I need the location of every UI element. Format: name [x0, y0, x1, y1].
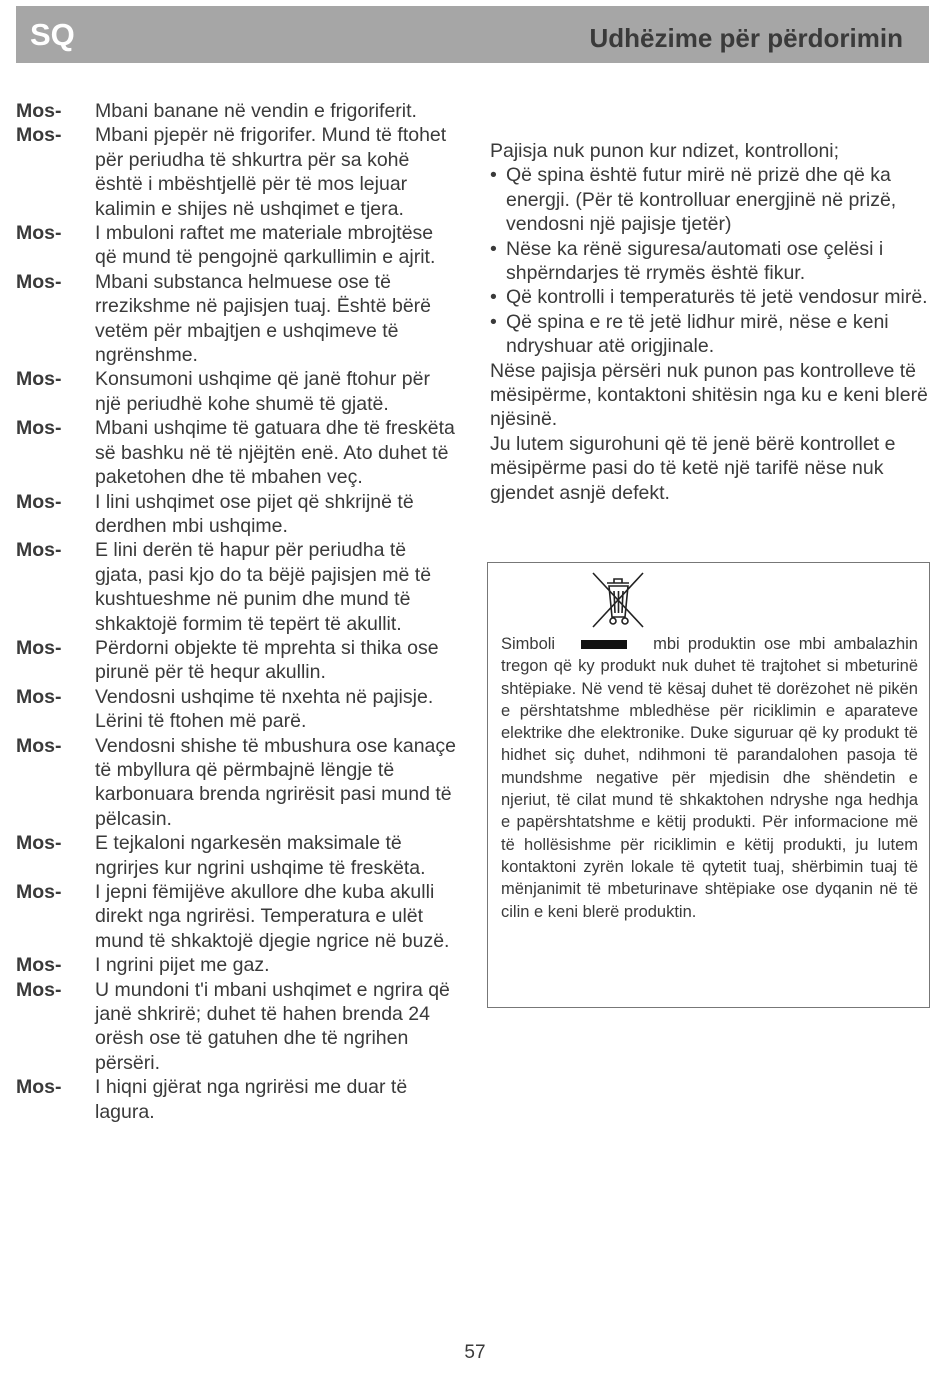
rule-text: Mbani substanca helmuese ose të rrezikshme në pajisjen tuaj. Është bërë vetëm për mbajtjen e ushqimeve të ngrënshme. — [95, 270, 432, 367]
rule-prefix: Mos- — [16, 978, 62, 1001]
bullet-icon: • — [490, 310, 497, 333]
weee-text-start: Simboli — [501, 635, 556, 653]
weee-text — [501, 633, 918, 923]
rule-prefix: Mos- — [16, 636, 62, 659]
list-item — [490, 310, 930, 359]
bullet-text: Që kontrolli i temperaturës të jetë vendosur mirë. — [506, 286, 928, 309]
list-item — [16, 99, 456, 123]
rule-text: Mbani banane në vendin e frigoriferit. — [95, 100, 417, 122]
list-item — [16, 367, 456, 416]
rule-text: Përdorni objekte të mprehta si thika ose pirunë për të hequr akullin. — [95, 636, 439, 684]
crossed-out-wheelie-bin-icon — [588, 569, 648, 631]
troubleshooting-fee-note: Ju lutem sigurohuni që të jenë bërë kontrollet e mësipërme pasi do të ketë një tarifë nëse nuk gjendet asnjë defekt. — [490, 432, 896, 504]
rule-prefix: Mos- — [16, 539, 62, 562]
rule-text: I ngrini pijet me gaz. — [95, 954, 270, 977]
page-number: 57 — [464, 1342, 486, 1363]
rule-text: I hiqni gjërat nga ngrirësi me duar të lagura. — [95, 1076, 408, 1123]
list-item — [16, 953, 456, 977]
weee-text-rest: mbi produktin ose mbi ambalazhin tregon që ky produkt nuk duhet të trajtohet si mbeturinë shtëpiake. Në vend të kësaj duhet të dorëzohet në pikën e përshtatshme mbledhëse për riciklimin e aparateve elektrike dhe elektronike. Duke siguruar që ky produkt të hidhet siç duhet, ndihmoni të parandalohen pasoja të mundshme negative për mjedisin dhe shëndetin e njeriut, të cilat mund të shkaktohen ndryshe nga hedhja e papërshtatshme e këtij produkti. Për informacione më të hollësishme për riciklimin e këtij produkti, ju lutem kontaktoni zyrën lokale të qytetit tuaj, shërbimin tuaj të mënjanimit të mbeturinave shtëpiake ose dyqanin në të cilin e keni blerë produktin. — [501, 635, 918, 921]
rule-prefix: Mos- — [16, 124, 62, 147]
list-item — [16, 221, 456, 270]
rule-prefix: Mos- — [16, 368, 62, 391]
rule-prefix: Mos- — [16, 734, 62, 757]
list-item — [490, 285, 930, 309]
rule-prefix: Mos- — [16, 270, 62, 293]
rule-prefix: Mos- — [16, 490, 62, 513]
page-header — [16, 6, 929, 63]
troubleshooting-contact-note: Nëse pajisja përsëri nuk punon pas kontrolleve të mësipërme, kontaktoni shitësin nga ku e keni blerë njësinë. — [490, 359, 928, 431]
black-bar-icon — [581, 640, 627, 649]
rule-prefix: Mos- — [16, 881, 62, 903]
rule-prefix: Mos- — [16, 1076, 62, 1099]
rule-text: Vendosni shishe të mbushura ose kanaçe të mbyllura që përmbajnë lëngje të karbonuara brenda ngrirësit pasi mund të pëlcasin. — [95, 734, 456, 830]
bullet-text: Nëse ka rënë siguresa/automati ose çelësi i shpërndarjes të rrymës është fikur. — [506, 237, 884, 285]
rule-text: Mbani ushqime të gatuara dhe të freskëta së bashku në të njëjtën enë. Ato duhet të paketohen dhe të mbahen veç. — [95, 417, 455, 489]
list-item — [16, 685, 456, 734]
list-item — [16, 880, 456, 953]
page-title: Udhëzime për përdorimin — [589, 23, 903, 53]
rule-prefix: Mos- — [16, 832, 62, 855]
list-item — [490, 237, 930, 286]
list-item — [16, 831, 456, 880]
bullet-text: Që spina e re të jetë lidhur mirë, nëse e keni ndryshuar atë origjinale. — [506, 310, 889, 358]
list-item — [16, 538, 456, 636]
rule-prefix: Mos- — [16, 222, 62, 245]
bullet-icon: • — [490, 164, 497, 187]
bullet-text: Që spina është futur mirë në prizë dhe që ka energji. (Për të kontrolluar energjinë në prizë, vendosni një pajisje tjetër) — [506, 164, 897, 236]
rule-text: I lini ushqimet ose pijet që shkrijnë të derdhen mbi ushqime. — [95, 490, 414, 537]
list-item — [16, 1075, 456, 1124]
weee-disposal-notice — [487, 562, 930, 1008]
language-code: SQ — [30, 17, 75, 52]
bullet-icon: • — [490, 286, 497, 309]
rule-text: E lini derën të hapur për periudha të gjata, pasi kjo do ta bëjë pajisjen më të kushtueshme në punim dhe mund të shkaktojë formim të tepërt të akullit. — [95, 539, 432, 635]
list-item — [16, 490, 456, 539]
prohibitions-list — [16, 99, 456, 1124]
rule-prefix: Mos- — [16, 100, 62, 122]
rule-prefix: Mos- — [16, 685, 62, 708]
troubleshooting-intro: Pajisja nuk punon kur ndizet, kontrolloni; — [490, 140, 840, 162]
list-item — [16, 978, 456, 1076]
rule-text: Konsumoni ushqime që janë ftohur për një periudhë kohe shumë të gjatë. — [95, 368, 430, 415]
rule-text: I mbuloni raftet me materiale mbrojtëse që mund të pengojnë qarkullimin e ajrit. — [95, 222, 436, 269]
rule-text: Mbani pjepër në frigorifer. Mund të ftohet për periudha të shkurtra për sa kohë është i mbështjellë për të mos lejuar kalimin e shijes në ushqimet e tjera. — [95, 124, 447, 220]
list-item — [16, 416, 456, 489]
list-item — [16, 123, 456, 221]
rule-text: E tejkaloni ngarkesën maksimale të ngrirjes kur ngrini ushqime të freskëta. — [95, 832, 426, 879]
list-item — [16, 734, 456, 832]
bullet-icon: • — [490, 237, 497, 260]
list-item — [16, 270, 456, 368]
list-item — [490, 163, 930, 236]
list-item — [16, 636, 456, 685]
rule-text: I jepni fëmijëve akullore dhe kuba akulli direkt nga ngrirësi. Temperatura e ulët mund të shkaktojë djegie ngrice në buzë. — [95, 881, 450, 952]
rule-prefix: Mos- — [16, 954, 62, 977]
rule-text: Vendosni ushqime të nxehta në pajisje. Lërini të ftohen më parë. — [95, 685, 434, 733]
troubleshooting-section — [490, 139, 930, 505]
rule-text: U mundoni t'i mbani ushqimet e ngrira që janë shkrirë; duhet të hahen brenda 24 orësh ose të gatuhen dhe të ngrihen përsëri. — [95, 978, 450, 1074]
rule-prefix: Mos- — [16, 417, 62, 440]
